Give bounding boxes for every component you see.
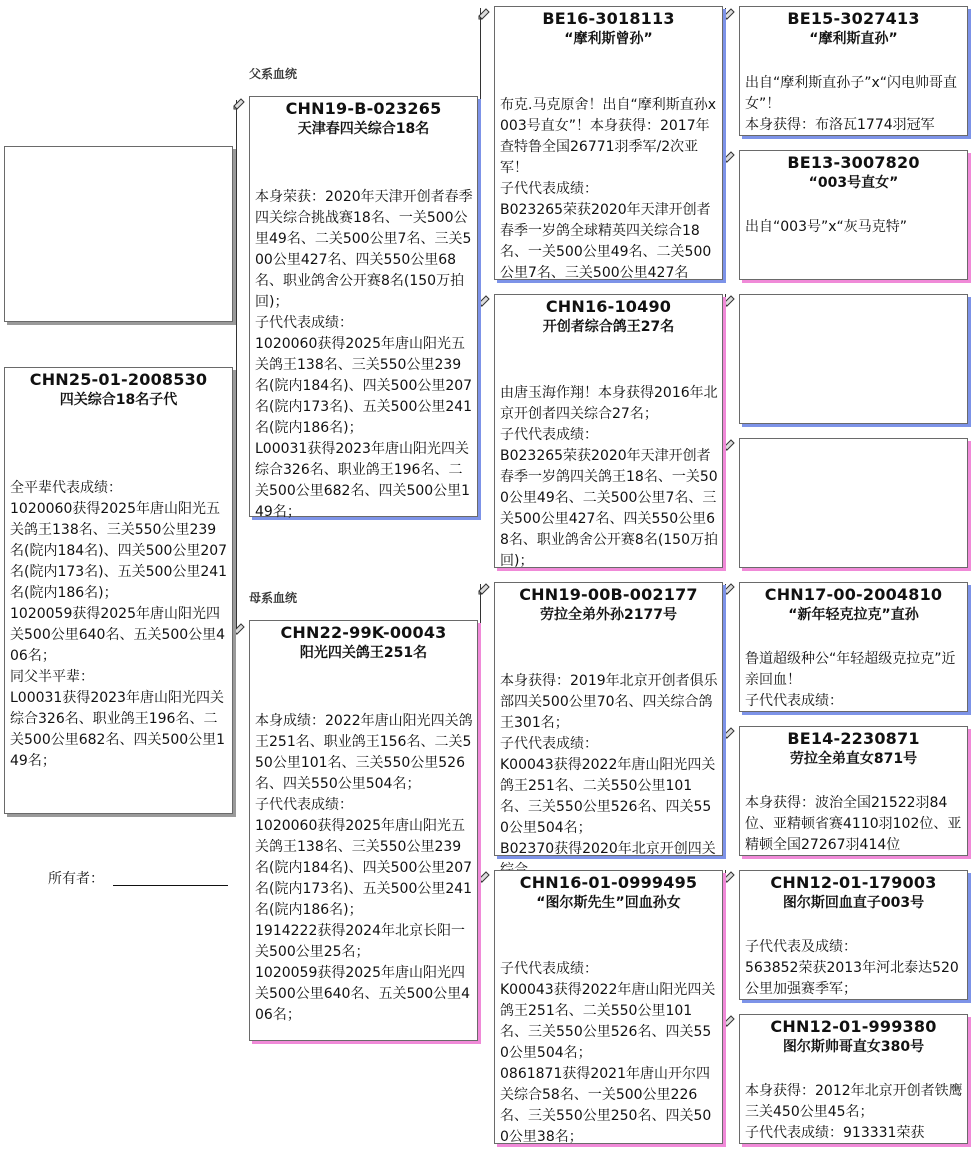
ssd-card[interactable] bbox=[739, 150, 968, 280]
pigeon-name: 开创者综合鸽王27名 bbox=[542, 319, 675, 335]
ring-number: CHN16-01-0999495 bbox=[519, 873, 698, 892]
ring-number: CHN19-B-023265 bbox=[285, 99, 442, 118]
pigeon-name: 阳光四关鸽王251名 bbox=[299, 645, 428, 661]
connector-line bbox=[725, 584, 726, 728]
sire-dam-card[interactable] bbox=[494, 294, 723, 568]
pigeon-record: 本身获得：2012年北京开创者铁鹰三关450公里45名； 子代代表成绩：913331荣获 bbox=[745, 1083, 963, 1141]
ring-number: CHN12-01-179003 bbox=[770, 873, 937, 892]
ring-number: BE15-3027413 bbox=[787, 9, 920, 28]
pigeon-name: 图尔斯回血直子003号 bbox=[782, 895, 925, 911]
ring-number: CHN22-99K-00043 bbox=[280, 623, 447, 642]
pigeon-name: 图尔斯帅哥直女380号 bbox=[782, 1039, 925, 1055]
edit-pencil-icon[interactable] bbox=[232, 620, 248, 636]
photo-placeholder[interactable] bbox=[4, 146, 233, 322]
pigeon-name: “图尔斯先生”回血孙女 bbox=[536, 895, 681, 911]
subject-card[interactable] bbox=[4, 367, 233, 814]
edit-pencil-icon[interactable] bbox=[232, 95, 248, 111]
sss-card[interactable] bbox=[739, 6, 968, 136]
edit-pencil-icon[interactable] bbox=[477, 580, 493, 596]
edit-pencil-icon[interactable] bbox=[477, 292, 493, 308]
pigeon-record: 布克.马克原舍！出自“摩利斯直孙x003号直女”！本身获得：2017年查特鲁全国26771羽季军/2次亚军！ 子代代表成绩： B023265荣获2020年天津开创者春季一岁鸽全球精英四关综合18名、一关500公里49名、二关500公里7名、三关500公里427名 bbox=[500, 97, 716, 281]
edit-pencil-icon[interactable] bbox=[722, 5, 738, 21]
pigeon-name: “003号直女” bbox=[808, 175, 899, 191]
ring-number: CHN25-01-2008530 bbox=[29, 370, 208, 389]
edit-pencil-icon[interactable] bbox=[477, 5, 493, 21]
sire-line-label: 父系血统 bbox=[249, 67, 298, 81]
edit-pencil-icon[interactable] bbox=[722, 580, 738, 596]
dam-dam-card[interactable] bbox=[494, 870, 723, 1144]
connector-line bbox=[725, 8, 726, 152]
edit-pencil-icon[interactable] bbox=[722, 436, 738, 452]
dam-line-label: 母系血统 bbox=[249, 591, 298, 605]
pigeon-record: 由唐玉海作翔！本身获得2016年北京开创者四关综合27名； 子代代表成绩： B023265荣获2020年天津开创者春季一岁鸽四关鸽王18名、一关500公里49名、二关500公里7名、三关500公里427名、四关550公里68名、职业鸽舍公开赛8名(150万拍回)； bbox=[500, 385, 718, 569]
pigeon-name: 天津春四关综合18名 bbox=[297, 121, 430, 137]
ring-number: CHN16-10490 bbox=[545, 297, 672, 316]
sire-sire-card[interactable] bbox=[494, 6, 723, 280]
pigeon-name: “摩利斯直孙” bbox=[809, 31, 898, 47]
pigeon-record: 本身获得：2019年北京开创者俱乐部四关500公里70名、四关综合鸽王301名； 子代代表成绩： K00043获得2022年唐山阳光四关鸽王251名、二关550公里101名、三关550公里526名、四关550公里504名； B02370获得2020年北京开创四关 bbox=[500, 673, 718, 857]
dss-card[interactable] bbox=[739, 582, 968, 712]
edit-pencil-icon[interactable] bbox=[477, 868, 493, 884]
dam-card[interactable] bbox=[249, 620, 478, 1041]
pigeon-name: “摩利斯曾孙” bbox=[564, 31, 653, 47]
ddd-card[interactable] bbox=[739, 1014, 968, 1144]
pigeon-name: 劳拉全弟外孙2177号 bbox=[540, 607, 677, 623]
connector-line bbox=[725, 294, 726, 438]
pigeon-name: 四关综合18名子代 bbox=[59, 392, 178, 408]
edit-pencil-icon[interactable] bbox=[722, 148, 738, 164]
pigeon-record: 全平辈代表成绩： 1020060获得2025年唐山阳光五关鸽王138名、三关550公里239名(院内184名)、四关500公里207名(院内173名)、五关500公里241名(院内186名)； 1020059获得2025年唐山阳光四关500公里640名、五关500公里406名； 同父半平辈： L00031获得2023年唐山阳光四关综合326名、职业鸽王196名、二关500公里682名、四关500公里149名； bbox=[10, 480, 228, 769]
owner-label: 所有者： bbox=[48, 871, 104, 887]
sire-card[interactable] bbox=[249, 96, 478, 520]
edit-pencil-icon[interactable] bbox=[722, 292, 738, 308]
connector-line bbox=[236, 100, 237, 630]
pigeon-record: 鲁道超级种公“年轻超级克拉克”近亲回血！ 子代代表成绩： bbox=[745, 651, 956, 709]
dds-card[interactable] bbox=[739, 870, 968, 1000]
sds-card-empty[interactable] bbox=[739, 294, 968, 424]
pigeon-record: 出自“003号”x“灰马克特” bbox=[745, 219, 908, 235]
ring-number: BE13-3007820 bbox=[787, 153, 920, 172]
pigeon-name: “新年轻克拉克”直孙 bbox=[788, 607, 919, 623]
sdd-card-empty[interactable] bbox=[739, 438, 968, 568]
edit-pencil-icon[interactable] bbox=[722, 868, 738, 884]
pigeon-record: 本身荣获：2020年天津开创者春季四关综合挑战赛18名、一关500公里49名、二关500公里7名、三关500公里427名、四关550公里68名、职业鸽舍公开赛8名(150万拍回)； 子代代表成绩： 1020060获得2025年唐山阳光五关鸽王138名、三关550公里239名(院内184名)、四关500公里207名(院内173名)、五关500公里241名(院内186名)； L00031获得2023年唐山阳光四关综合326名、职业鸽王196名、二关500公里682名、四关500公里149名； bbox=[255, 189, 473, 520]
connector-line bbox=[480, 584, 481, 874]
pigeon-record: 出自“摩利斯直孙子”x“闪电帅哥直女”！ 本身获得：布洛瓦1774羽冠军 bbox=[745, 75, 958, 133]
pigeon-name: 劳拉全弟直女871号 bbox=[789, 751, 918, 767]
owner-field[interactable] bbox=[113, 885, 228, 886]
pigeon-record: 子代代表及成绩： 563852荣获2013年河北泰达520公里加强赛季军； bbox=[745, 939, 959, 997]
pigeon-record: 本身获得：波治全国21522羽84位、亚精顿省赛4110羽102位、亚精顿全国27267羽414位 bbox=[745, 795, 962, 853]
ring-number: BE14-2230871 bbox=[787, 729, 920, 748]
connector-line bbox=[480, 8, 481, 298]
ring-number: CHN12-01-999380 bbox=[770, 1017, 937, 1036]
dam-sire-card[interactable] bbox=[494, 582, 723, 856]
edit-pencil-icon[interactable] bbox=[722, 1012, 738, 1028]
edit-pencil-icon[interactable] bbox=[722, 724, 738, 740]
connector-line bbox=[725, 870, 726, 1014]
pigeon-record: 子代代表成绩： K00043获得2022年唐山阳光四关鸽王251名、二关550公里101名、三关550公里526名、四关550公里504名； 0861871获得2021年唐山开尔四关综合58名、一关500公里226名、三关550公里250名、四关500公里38名； bbox=[500, 961, 716, 1145]
ring-number: CHN17-00-2004810 bbox=[764, 585, 943, 604]
ring-number: BE16-3018113 bbox=[542, 9, 675, 28]
dsd-card[interactable] bbox=[739, 726, 968, 856]
ring-number: CHN19-00B-002177 bbox=[519, 585, 698, 604]
pigeon-record: 本身成绩：2022年唐山阳光四关鸽王251名、职业鸽王156名、二关550公里101名、三关550公里526名、四关550公里504名； 子代代表成绩： 1020060获得2025年唐山阳光五关鸽王138名、三关550公里239名(院内184名)、四关500公里207名(院内173名)、五关500公里241名(院内186名)； 1914222获得2024年北京长阳一关500公里25名； 1020059获得2025年唐山阳光四关500公里640名、五关500公里406名； bbox=[255, 713, 473, 1023]
